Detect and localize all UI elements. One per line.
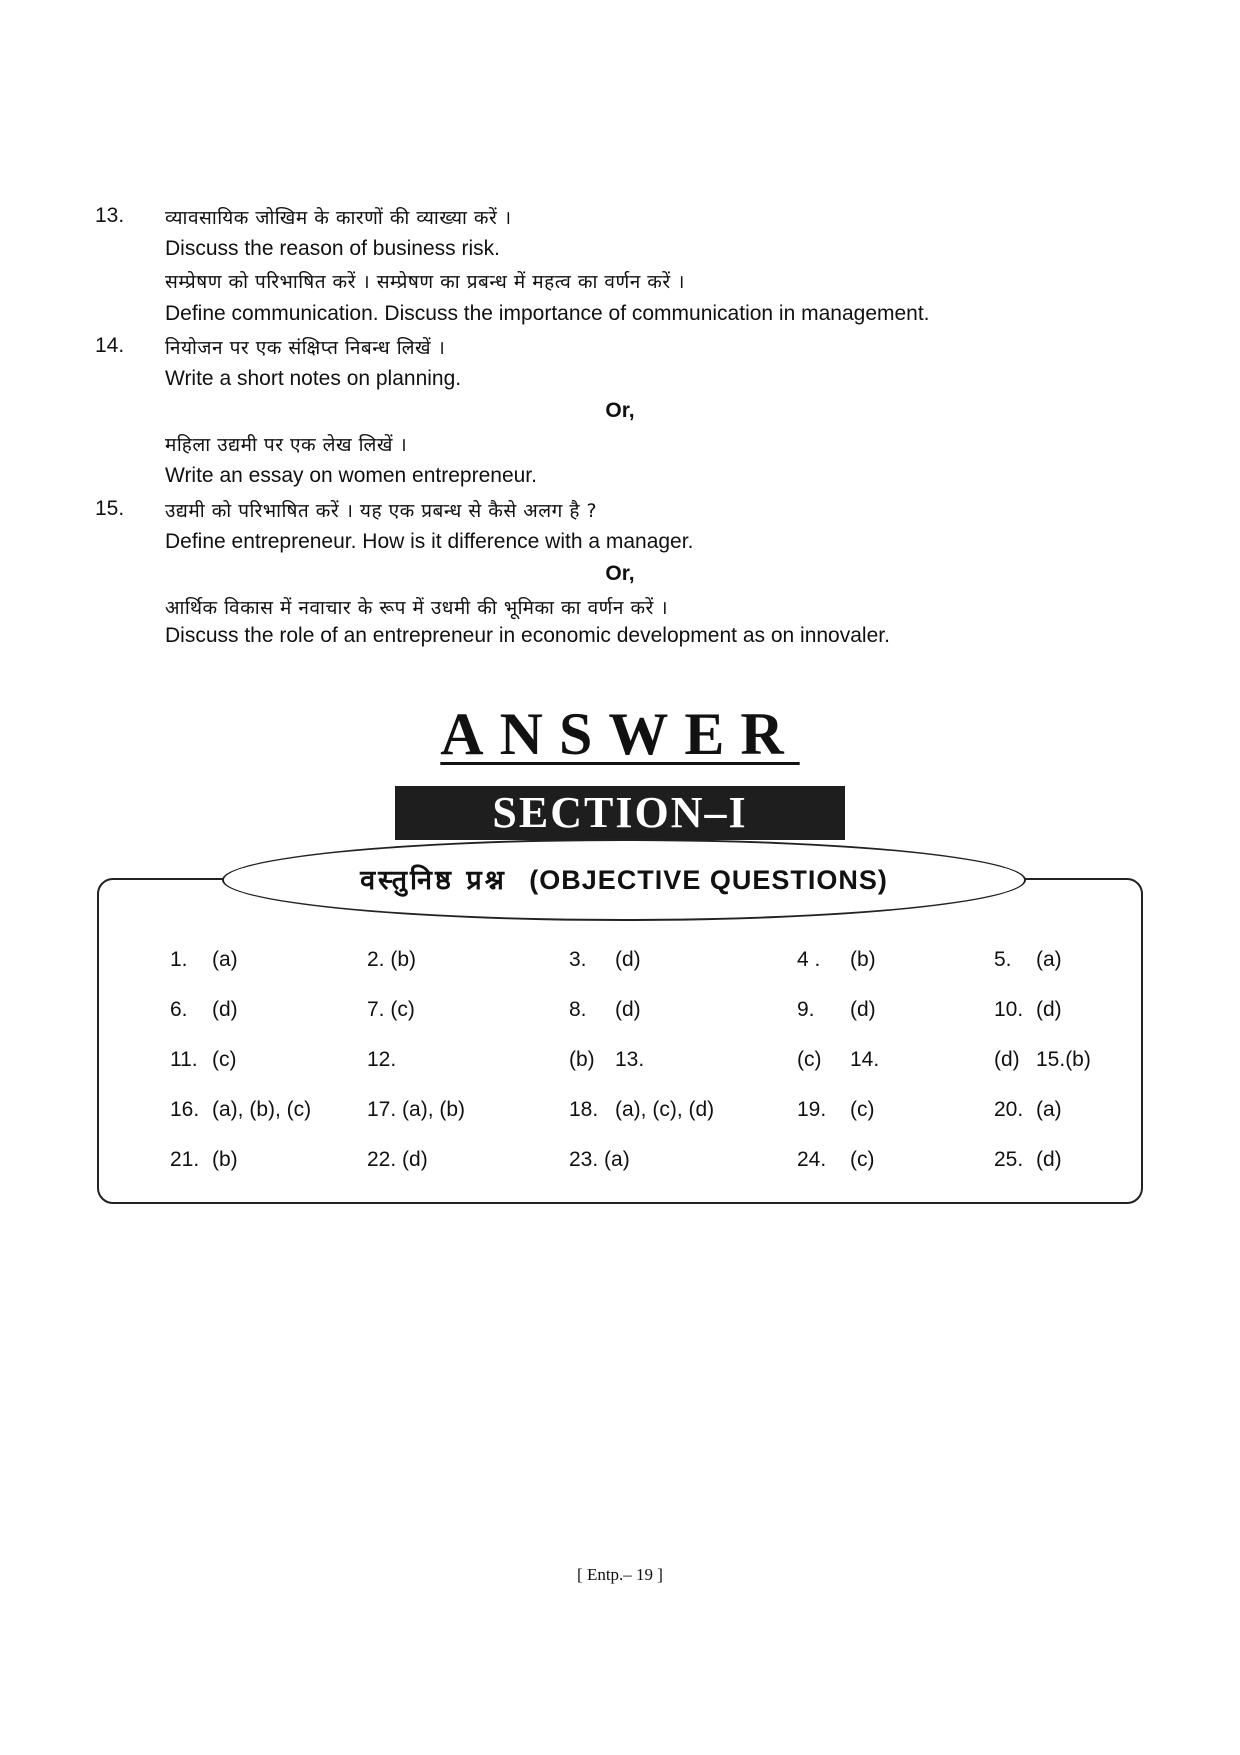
answer-cell: 13. bbox=[615, 1048, 645, 1071]
question-13-hindi-2: सम्प्रेषण को परिभाषित करें । सम्प्रेषण का प्रबन्ध में महत्व का वर्णन करें । bbox=[165, 271, 685, 293]
answer-cell: 22. (d) bbox=[367, 1148, 428, 1171]
answer-cell: (c) bbox=[850, 1098, 875, 1121]
question-13-english-2: Define communication. Discuss the importance of communication in management. bbox=[165, 302, 930, 325]
answer-cell: 3. bbox=[569, 948, 587, 971]
answer-cell: 6. bbox=[170, 998, 188, 1021]
answer-cell: 19. bbox=[797, 1098, 827, 1121]
answer-cell: (d) bbox=[994, 1048, 1020, 1071]
section-heading: SECTION–I bbox=[395, 786, 845, 840]
answer-cell: 11. bbox=[170, 1048, 198, 1071]
question-number-14: 14. bbox=[95, 334, 125, 357]
or-separator-15: Or, bbox=[605, 562, 635, 585]
question-15-hindi-1: उद्यमी को परिभाषित करें । यह एक प्रबन्ध से कैसे अलग है ? bbox=[165, 500, 598, 522]
answer-cell: 14. bbox=[850, 1048, 880, 1071]
answer-cell: 9. bbox=[797, 998, 815, 1021]
question-13-english-1: Discuss the reason of business risk. bbox=[165, 237, 500, 260]
question-14-english-2: Write an essay on women entrepreneur. bbox=[165, 464, 537, 487]
question-number-13: 13. bbox=[95, 204, 125, 227]
answer-cell: (a), (c), (d) bbox=[615, 1098, 715, 1121]
answer-cell: 25. bbox=[994, 1148, 1024, 1171]
objective-heading-oval bbox=[222, 839, 1026, 921]
answer-cell: (c) bbox=[850, 1148, 875, 1171]
objective-heading-hindi: वस्तुनिष्ठ प्रश्न bbox=[360, 865, 507, 896]
answer-cell: 20. bbox=[994, 1098, 1024, 1121]
answer-cell: (b) bbox=[212, 1148, 238, 1171]
answer-cell: 15.(b) bbox=[1036, 1048, 1091, 1071]
question-15-english-1: Define entrepreneur. How is it difference with a manager. bbox=[165, 530, 694, 553]
answer-cell: (d) bbox=[615, 998, 641, 1021]
question-14-hindi-2: महिला उद्यमी पर एक लेख लिखें । bbox=[165, 434, 408, 456]
answer-cell: 23. (a) bbox=[569, 1148, 630, 1171]
answer-cell: 8. bbox=[569, 998, 587, 1021]
answer-cell: 18. bbox=[569, 1098, 599, 1121]
answer-cell: 4 . bbox=[797, 948, 821, 971]
answer-cell: (c) bbox=[212, 1048, 237, 1071]
answer-cell: 24. bbox=[797, 1148, 827, 1171]
question-15-hindi-2: आर्थिक विकास में नवाचार के रूप में उधमी की भूमिका का वर्णन करें । bbox=[165, 597, 669, 619]
answer-cell: (a) bbox=[212, 948, 238, 971]
answer-cell: (a) bbox=[1036, 1098, 1062, 1121]
answer-cell: (d) bbox=[615, 948, 641, 971]
answer-cell: (c) bbox=[797, 1048, 822, 1071]
answer-cell: (b) bbox=[569, 1048, 595, 1071]
answer-cell: (d) bbox=[212, 998, 238, 1021]
question-14-english-1: Write a short notes on planning. bbox=[165, 367, 462, 390]
answer-cell: 1. bbox=[170, 948, 188, 971]
page-footer: [ Entp.– 19 ] bbox=[577, 1565, 663, 1584]
answer-cell: (d) bbox=[850, 998, 876, 1021]
answer-cell: 12. bbox=[367, 1048, 397, 1071]
answer-heading: ANSWER bbox=[440, 701, 800, 767]
answer-cell: 7. (c) bbox=[367, 998, 415, 1021]
answer-cell: 17. (a), (b) bbox=[367, 1098, 466, 1121]
answer-cell: 21. bbox=[170, 1148, 200, 1171]
objective-heading-english: (OBJECTIVE QUESTIONS) bbox=[529, 865, 888, 895]
question-14-hindi-1: नियोजन पर एक संक्षिप्त निबन्ध लिखें । bbox=[165, 337, 446, 359]
answer-cell: (d) bbox=[1036, 998, 1062, 1021]
question-number-15: 15. bbox=[95, 497, 125, 520]
answer-cell: 5. bbox=[994, 948, 1012, 971]
answer-cell: 10. bbox=[994, 998, 1024, 1021]
or-separator-14: Or, bbox=[605, 399, 635, 422]
answer-cell: (a), (b), (c) bbox=[212, 1098, 312, 1121]
answer-cell: 2. (b) bbox=[367, 948, 417, 971]
answer-cell: 16. bbox=[170, 1098, 200, 1121]
answer-cell: (b) bbox=[850, 948, 876, 971]
answer-cell: (d) bbox=[1036, 1148, 1062, 1171]
answer-cell: (a) bbox=[1036, 948, 1062, 971]
question-13-hindi-1: व्यावसायिक जोखिम के कारणों की व्याख्या करें । bbox=[165, 207, 512, 229]
question-15-english-2: Discuss the role of an entrepreneur in economic development as on innovaler. bbox=[165, 624, 890, 647]
